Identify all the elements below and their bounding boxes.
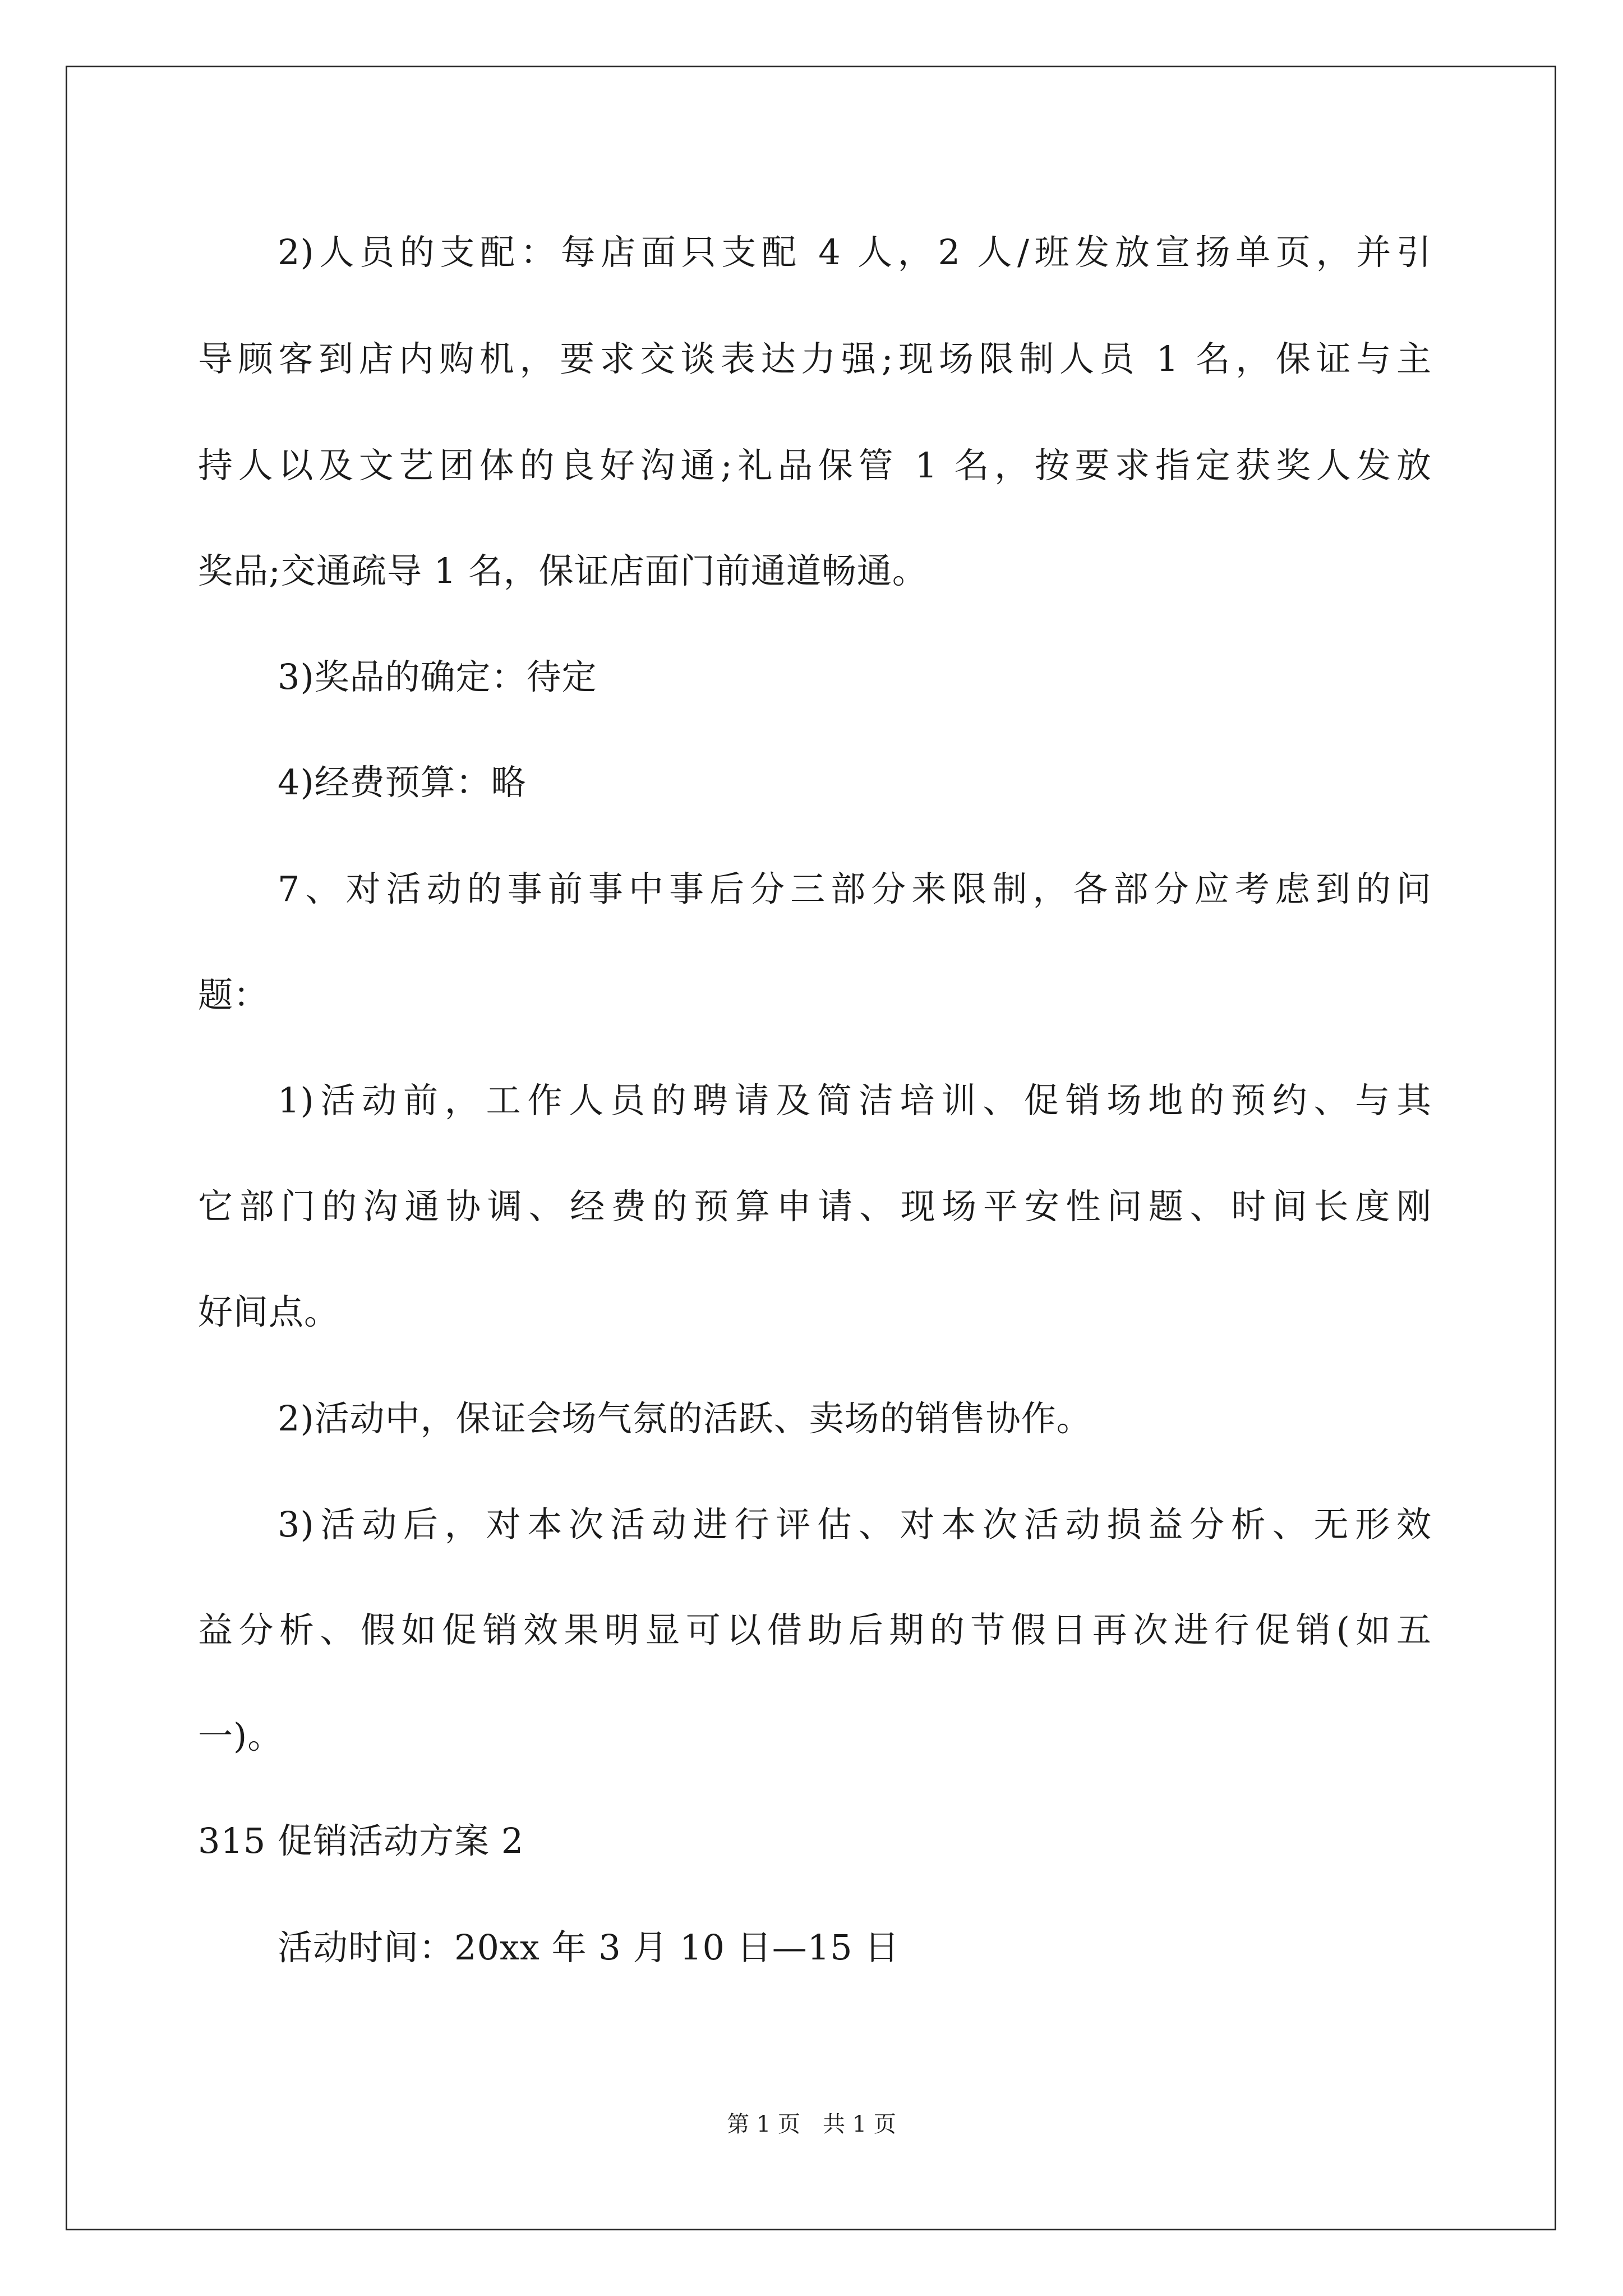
paragraph-7-line-2: 益分析、假如促销效果明显可以借助后期的节假日再次进行促销(如五: [198, 1609, 1432, 1650]
paragraph-1-line-1: 2)人员的支配：每店面只支配 4 人，2 人/班发放宣扬单页，并引: [278, 232, 1432, 273]
paragraph-4-line-1: 7、对活动的事前事中事后分三部分来限制，各部分应考虑到的问: [278, 868, 1432, 909]
paragraph-2: 3)奖品的确定：待定: [278, 656, 597, 697]
paragraph-8: 活动时间：20xx 年 3 月 10 日—15 日: [278, 1927, 900, 1968]
page-footer: 第 1 页 共 1 页: [727, 2111, 896, 2137]
paragraph-7-line-1: 3)活动后，对本次活动进行评估、对本次活动损益分析、无形效: [278, 1504, 1432, 1545]
paragraph-5-line-2: 它部门的沟通协调、经费的预算申请、现场平安性问题、时间长度刚: [198, 1186, 1432, 1227]
paragraph-3: 4)经费预算：略: [278, 762, 527, 803]
paragraph-5-line-1: 1)活动前，工作人员的聘请及简洁培训、促销场地的预约、与其: [278, 1080, 1432, 1121]
section-heading: 315 促销活动方案 2: [198, 1820, 524, 1861]
paragraph-4-line-2: 题：: [198, 974, 269, 1015]
paragraph-1-line-4: 奖品;交通疏导 1 名，保证店面门前通道畅通。: [198, 550, 928, 591]
paragraph-1-line-2: 导顾客到店内购机，要求交谈表达力强;现场限制人员 1 名，保证与主: [198, 338, 1432, 379]
paragraph-5-line-3: 好间点。: [198, 1291, 340, 1332]
paragraph-7-line-3: 一)。: [198, 1715, 283, 1756]
paragraph-1-line-3: 持人以及文艺团体的良好沟通;礼品保管 1 名，按要求指定获奖人发放: [198, 445, 1432, 486]
page-border: [66, 66, 1556, 2230]
paragraph-6: 2)活动中，保证会场气氛的活跃、卖场的销售协作。: [278, 1398, 1092, 1439]
